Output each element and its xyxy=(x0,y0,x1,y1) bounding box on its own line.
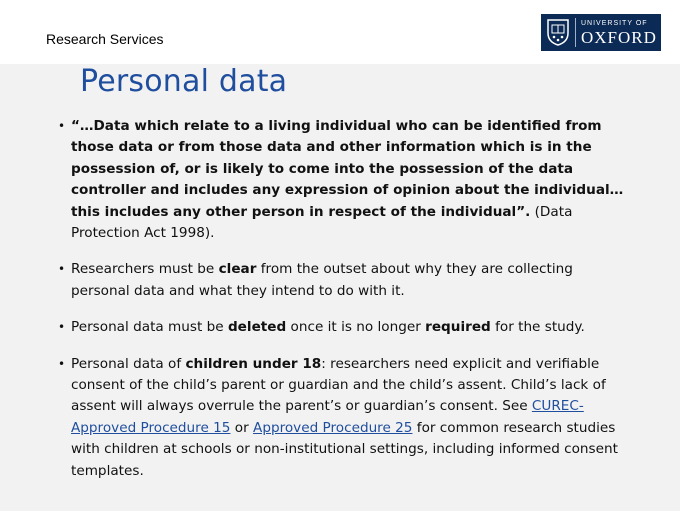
slide-title: Personal data xyxy=(80,64,288,99)
logo-university-text: UNIVERSITY OF xyxy=(581,19,648,27)
bullet-text: Personal data must be xyxy=(71,319,228,336)
curec-procedure-15-link[interactable]: CUREC-Approved Procedure 15 xyxy=(71,398,584,436)
bullet-clear-purpose xyxy=(58,259,628,302)
definition-quote: “…Data which relate to a living individual who can be identified from those data or from those data and other information which is in the possession of, or is likely to come into the possession of the data controller and includes any expression of opinion about the individual… this includes any other person in respect of the individual”. xyxy=(71,118,624,220)
university-logo xyxy=(541,14,661,51)
bullet-emphasis: clear xyxy=(218,261,257,278)
logo-oxford-text: OXFORD xyxy=(581,27,657,47)
definition-source: (Data Protection Act 1998). xyxy=(71,203,573,242)
header-title: Research Services xyxy=(46,31,164,47)
crest-icon xyxy=(545,18,571,47)
bullet-text: Researchers must be xyxy=(71,261,219,278)
bullet-definition xyxy=(58,116,628,244)
bullet-text: : researchers need explicit and verifiable consent of the child’s parent or guardian and the child’s assent. Child’s lack of assent will always overrule the parent’s or guardian’s consent. See xyxy=(71,355,606,415)
approved-procedure-25-link[interactable]: Approved Procedure 25 xyxy=(253,419,413,436)
bullet-children xyxy=(58,354,628,482)
bullet-emphasis: required xyxy=(425,319,491,336)
bullet-deletion xyxy=(58,317,628,338)
logo-divider xyxy=(575,18,576,47)
bullet-text: for common research studies with children at schools or non-institutional settings, including informed consent templates. xyxy=(71,419,618,479)
header-bar xyxy=(0,0,680,64)
bullet-text: for the study. xyxy=(490,319,585,336)
logo-wordmark xyxy=(581,20,657,46)
bullet-emphasis: deleted xyxy=(227,319,287,336)
bullet-list xyxy=(58,116,628,497)
bullet-emphasis: children under 18 xyxy=(185,355,322,372)
bullet-text: once it is no longer xyxy=(286,319,426,336)
bullet-text: Personal data of xyxy=(71,355,186,372)
bullet-text: or xyxy=(230,419,254,436)
bullet-text: from the outset about why they are collecting personal data and what they intend to do with it. xyxy=(71,261,573,299)
slide-body xyxy=(0,64,680,511)
